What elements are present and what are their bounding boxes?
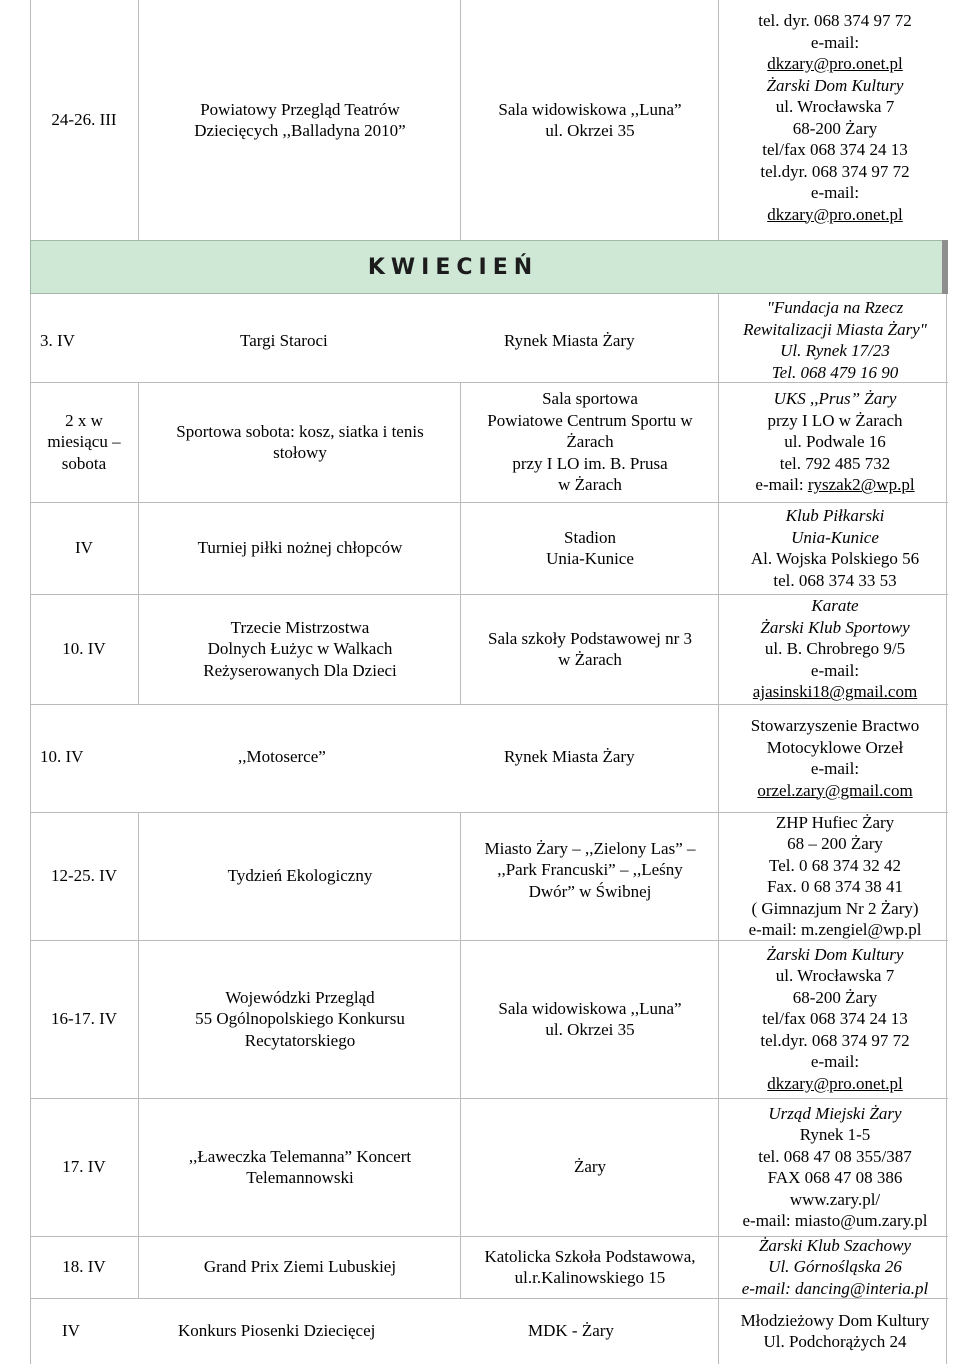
row6-contact: Stowarzyszenie Bractwo Motocyklowe Orzeł e-mail: orzel.zary@gmail.com — [750, 716, 920, 800]
row3-email-link[interactable]: ryszak2@wp.pl — [807, 475, 915, 495]
schedule-page — [30, 0, 948, 1364]
row10-contact: Żarski Klub Szachowy Ul. Górnośląska 26 e-mail: dancing@interia.pl — [741, 1235, 929, 1298]
row2-place: Rynek Miasta Żary — [504, 331, 635, 350]
row6-place: Rynek Miasta Żary — [504, 747, 635, 766]
row3-place: Sala sportowa Powiatowe Centrum Sportu w Żarach przy I LO im. B. Prusa w Żarach — [487, 389, 693, 495]
row11-date: IV — [62, 1321, 80, 1340]
row8-email-link[interactable]: dkzary@pro.onet.pl — [767, 1073, 903, 1093]
row10-place: Katolicka Szkoła Podstawowa, ul.r.Kalinowskiego 15 — [484, 1246, 696, 1287]
row1-event: Powiatowy Przegląd Teatrów Dziecięcych ,,Balladyna 2010” — [194, 99, 406, 140]
row9-contact: Urząd Miejski Żary Rynek 1-5 tel. 068 47 08 355/387 FAX 068 47 08 386 www.zary.pl/ e-mail: miasto@um.zary.pl — [742, 1103, 928, 1230]
row2-event: Targi Staroci — [240, 331, 328, 350]
row3-date: 2 x w miesiącu – sobota — [47, 410, 121, 473]
row8-event: Wojewódzki Przegląd 55 Ogólnopolskiego Konkursu Recytatorskiego — [195, 987, 405, 1050]
row11-event: Konkurs Piosenki Dziecięcej — [178, 1321, 376, 1340]
month-title: KWIECIEŃ — [367, 254, 539, 280]
border-col2-c — [460, 812, 461, 1298]
row1-email-link-2[interactable]: dkzary@pro.onet.pl — [767, 204, 903, 224]
border-col2 — [460, 0, 461, 240]
row7-place: Miasto Żary – ,,Zielony Las” – ,,Park Francuski” – ,,Leśny Dwór” w Świbnej — [484, 838, 696, 901]
row10-date: 18. IV — [62, 1257, 106, 1277]
row1-contact: tel. dyr. 068 374 97 72 e-mail: dkzary@pro.onet.pl Żarski Dom Kultury ul. Wrocławska 7 68-200 Żary tel/fax 068 374 24 13 tel.dyr. 068 374 97 72 e-mail: dkzary@pro.onet.pl — [758, 11, 912, 224]
row2-contact: "Fundacja na Rzecz Rewitalizacji Miasta Żary" Ul. Rynek 17/23 Tel. 068 479 16 90 — [743, 298, 927, 382]
row1-place: Sala widowiskowa ,,Luna” ul. Okrzei 35 — [498, 99, 682, 140]
row9-place: Żary — [573, 1157, 607, 1177]
row5-date: 10. IV — [62, 639, 106, 659]
border-col1-c — [138, 812, 139, 1298]
row2-date: 3. IV — [40, 331, 75, 350]
row11-contact: Młodzieżowy Dom Kultury Ul. Podchorążych 24 — [740, 1310, 930, 1351]
row3-contact: UKS ,,Prus” Żary przy I LO w Żarach ul. Podwale 16 tel. 792 485 732 e-mail: ryszak2@wp.pl — [755, 389, 915, 495]
row10-event: Grand Prix Ziemi Lubuskiej — [203, 1257, 397, 1277]
row3-event: Sportowa sobota: kosz, siatka i tenis stołowy — [176, 421, 424, 462]
row1-email-link-1[interactable]: dkzary@pro.onet.pl — [767, 54, 903, 73]
row7-contact: ZHP Hufiec Żary 68 – 200 Żary Tel. 0 68 374 32 42 Fax. 0 68 374 38 41 ( Gimnazjum Nr 2 Żary) e-mail: m.zengiel@wp.pl — [748, 812, 922, 939]
border-col1-b — [138, 382, 139, 704]
month-header-edge — [942, 240, 948, 294]
row9-event: ,,Ławeczka Telemanna” Koncert Telemannowski — [188, 1146, 412, 1187]
row4-contact: Klub Piłkarski Unia-Kunice Al. Wojska Polskiego 56 tel. 068 374 33 53 — [750, 506, 920, 590]
row6-email-link[interactable]: orzel.zary@gmail.com — [757, 780, 913, 800]
row7-event: Tydzień Ekologiczny — [227, 866, 373, 886]
row5-event: Trzecie Mistrzostwa Dolnych Łużyc w Walkach Reżyserowanych Dla Dzieci — [203, 617, 397, 680]
row4-place: Stadion Unia-Kunice — [546, 527, 634, 568]
row8-place: Sala widowiskowa ,,Luna” ul. Okrzei 35 — [498, 998, 682, 1039]
row8-date: 16-17. IV — [50, 1009, 118, 1029]
row6-date: 10. IV — [40, 747, 84, 766]
border-col3-b — [718, 294, 719, 1364]
border-col3 — [718, 0, 719, 240]
row5-email-link[interactable]: ajasinski18@gmail.com — [752, 682, 918, 702]
row4-event: Turniej piłki nożnej chłopców — [197, 538, 403, 558]
border-col2-b — [460, 382, 461, 704]
month-header — [30, 240, 946, 294]
row4-date: IV — [75, 538, 93, 558]
row11-place: MDK - Żary — [528, 1321, 614, 1340]
row9-date: 17. IV — [62, 1157, 106, 1177]
row1-date: 24-26. III — [51, 110, 117, 130]
row6-event: ,,Motoserce” — [238, 747, 326, 766]
row7-date: 12-25. IV — [50, 866, 118, 886]
row5-place: Sala szkoły Podstawowej nr 3 w Żarach — [488, 628, 692, 669]
border-col1 — [138, 0, 139, 240]
row8-contact: Żarski Dom Kultury ul. Wrocławska 7 68-200 Żary tel/fax 068 374 24 13 tel.dyr. 068 374 97 72 e-mail: dkzary@pro.onet.pl — [760, 944, 910, 1093]
row5-contact: Karate Żarski Klub Sportowy ul. B. Chrobrego 9/5 e-mail: ajasinski18@gmail.com — [752, 596, 918, 702]
